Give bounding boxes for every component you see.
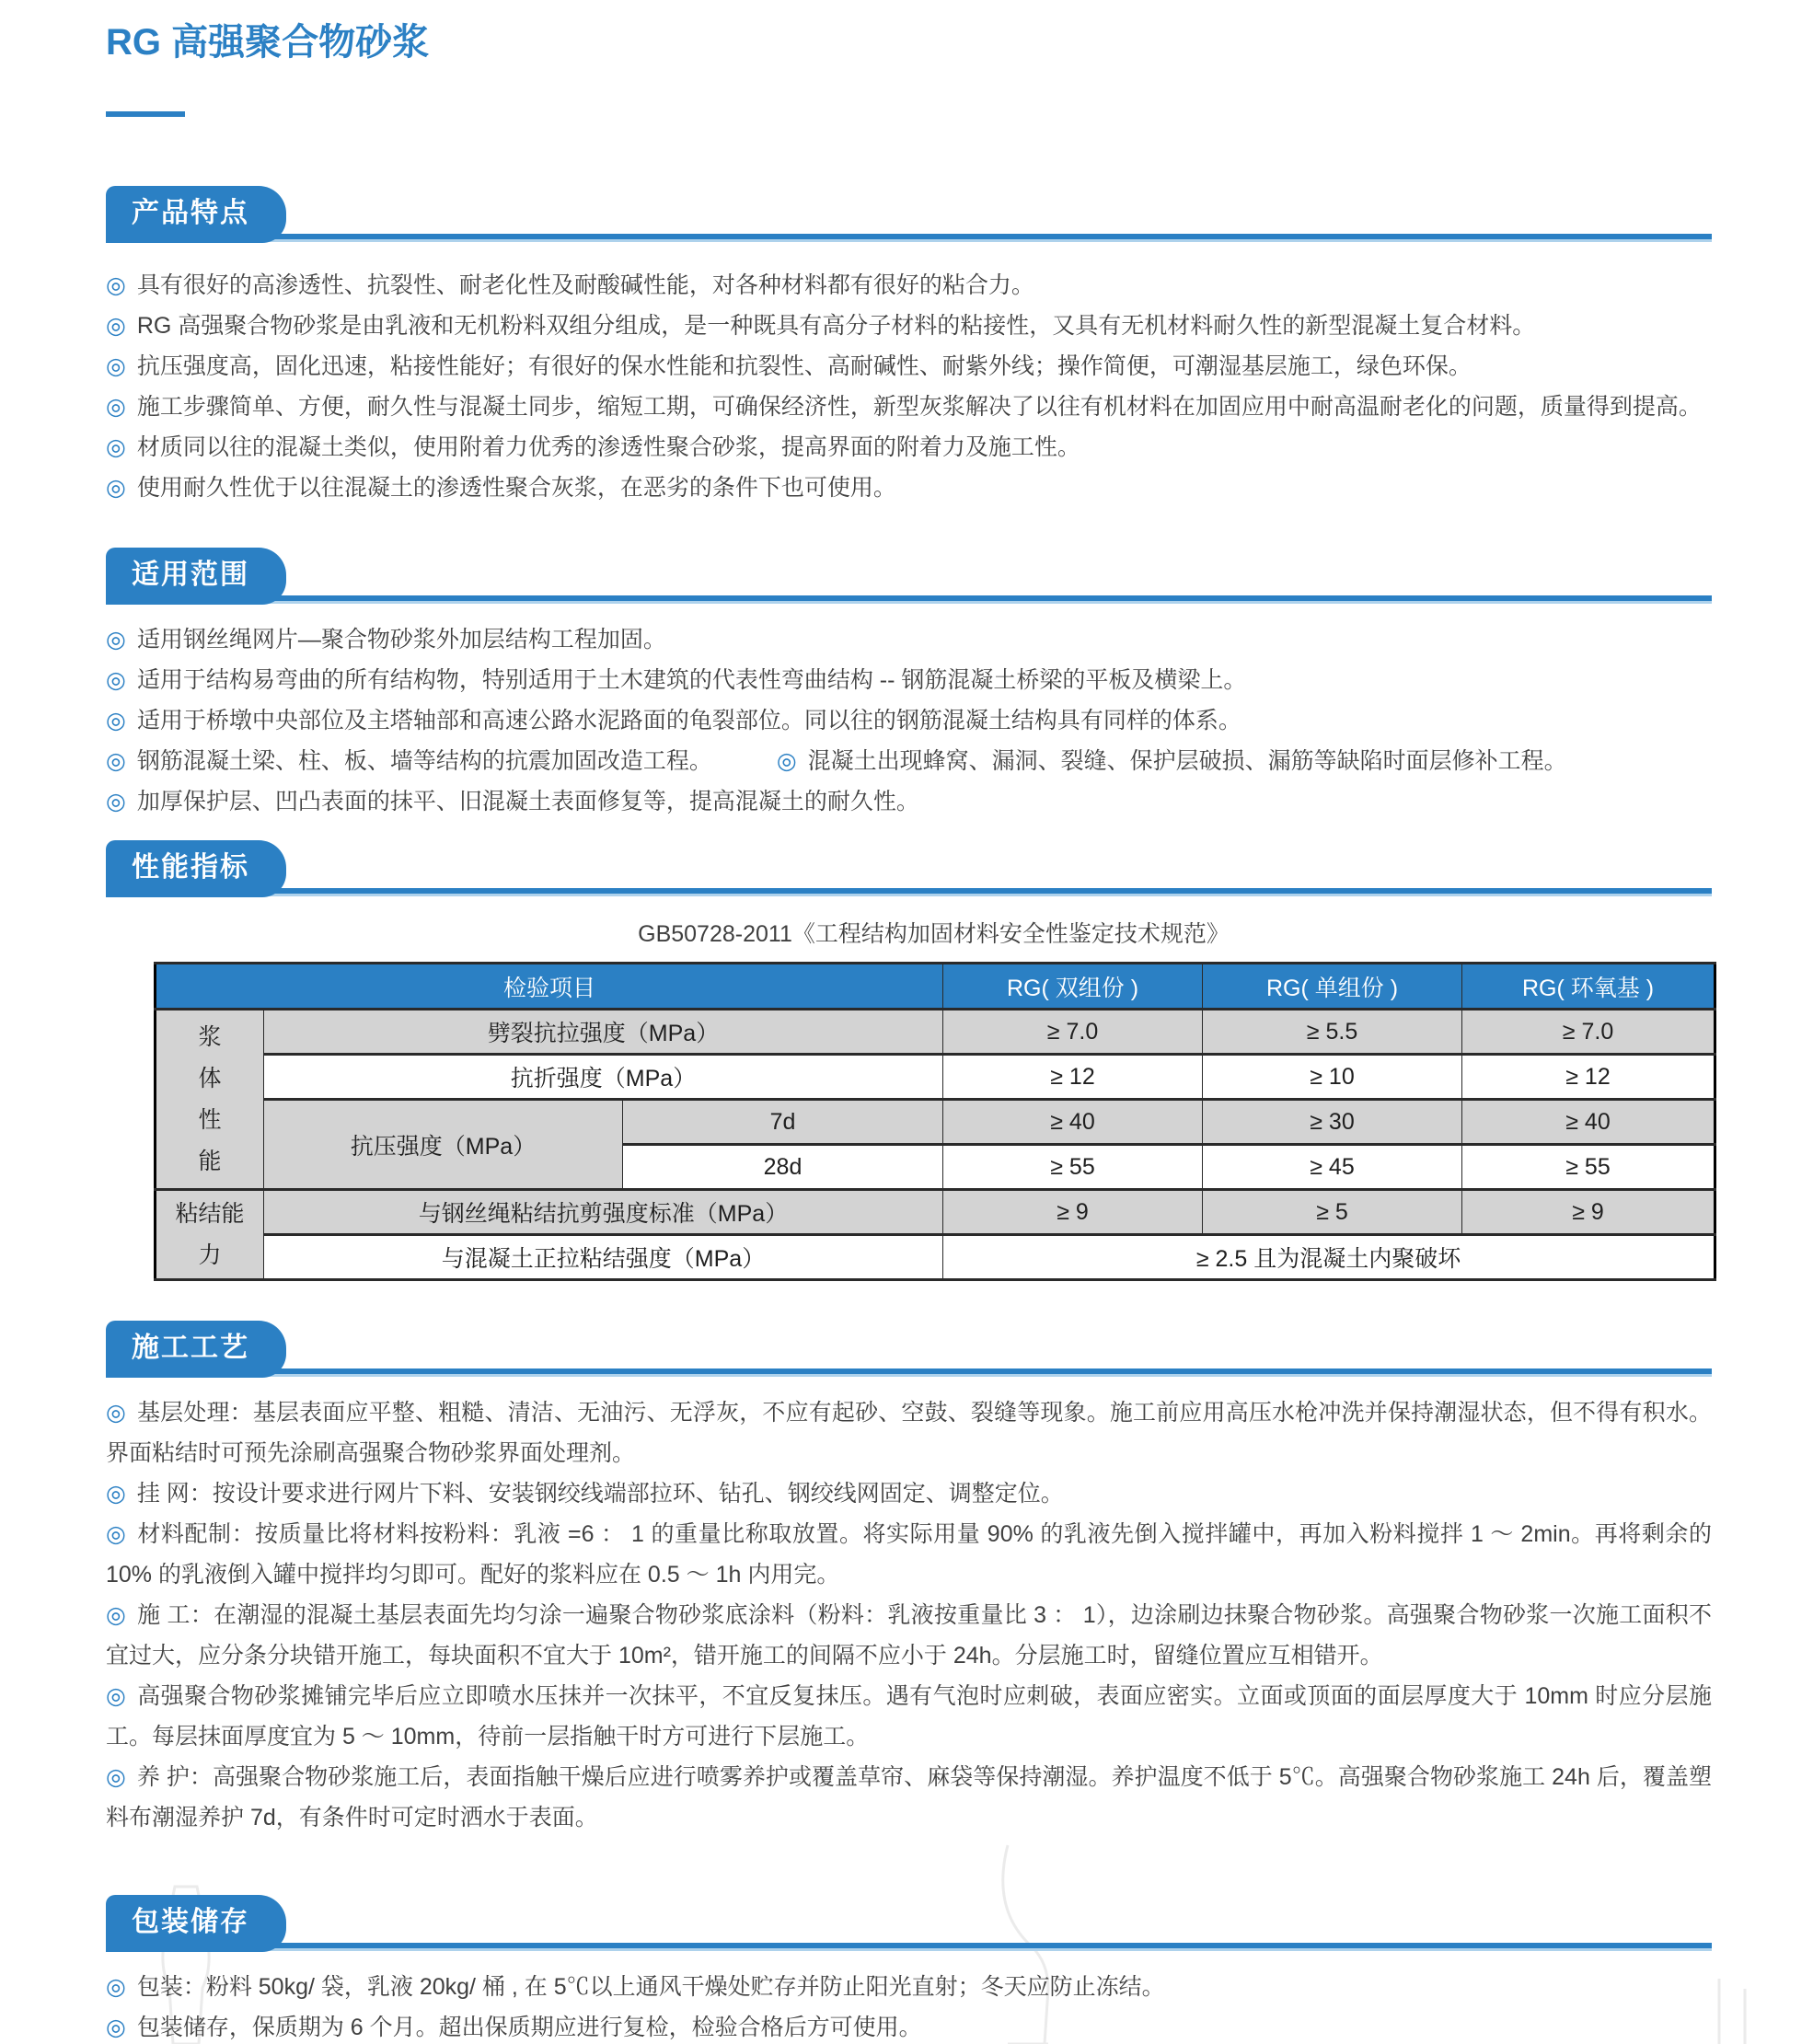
section-rule [106, 1943, 1712, 1948]
section-badge-performance: 性能指标 [106, 840, 286, 897]
bullet-icon: ◎ [106, 313, 126, 339]
bullet-icon: ◎ [106, 1521, 127, 1547]
bullet-text: 施工步骤简单、方便，耐久性与混凝土同步，缩短工期，可确保经济性，新型灰浆解决了以往有机材料在加固应用中耐高温耐老化的问题，质量得到提高。 [136, 394, 1702, 420]
bullet-item [106, 2007, 1712, 2044]
bullet-text: 高强聚合物砂浆摊铺完毕后应立即喷水压抹并一次抹平，不宜反复抹压。遇有气泡时应刺破，表面应密实。立面或顶面的面层厚度大于 10mm 时应分层施工。每层抹面厚度宜为 5 ～ 10mm，待前一层指触干时方可进行下层施工。 [106, 1683, 1712, 1750]
section-process-header [106, 1317, 1712, 1378]
table-cell: ≥ 7.0 [1462, 1010, 1715, 1055]
section-rule [106, 595, 1712, 601]
table-row [156, 1055, 1715, 1100]
section-badge-scope: 适用范围 [106, 548, 286, 605]
bullet-icon: ◎ [106, 434, 126, 460]
section-badge-process: 施工工艺 [106, 1321, 286, 1378]
table-cell: ≥ 12 [943, 1055, 1203, 1100]
bullet-icon: ◎ [106, 1400, 126, 1426]
bullet-icon: ◎ [106, 1764, 126, 1790]
table-header-row [156, 964, 1715, 1010]
table-cell: ≥ 12 [1462, 1055, 1715, 1100]
bullet-item [106, 781, 1712, 822]
bullet-icon: ◎ [106, 708, 126, 733]
bullet-item [106, 387, 1712, 427]
bullet-text: 包装：粉料 50kg/ 袋，乳液 20kg/ 桶 , 在 5℃以上通风干燥处贮存并防止阳光直射；冬天应防止冻结。 [136, 1974, 1165, 2000]
table-cell: ≥ 5 [1203, 1190, 1462, 1235]
table-cell: ≥ 9 [1462, 1190, 1715, 1235]
bullet-item [106, 1757, 1712, 1838]
bullet-text: 加厚保护层、凹凸表面的抹平、旧混凝土表面修复等，提高混凝土的耐久性。 [136, 789, 919, 814]
bullet-text: 适用于结构易弯曲的所有结构物，特别适用于土木建筑的代表性弯曲结构 -- 钢筋混凝土桥梁的平板及横梁上。 [136, 667, 1247, 693]
bullet-item [106, 1514, 1712, 1595]
section-rule [106, 888, 1712, 894]
section-performance-header [106, 837, 1712, 897]
column-header-rg1: RG( 单组份 ) [1203, 964, 1462, 1010]
section-rule [106, 234, 1712, 239]
table-caption: GB50728-2011《工程结构加固材料安全性鉴定技术规范》 [638, 921, 1230, 947]
row-label: 抗折强度（MPa） [264, 1055, 943, 1100]
group-label-bond: 粘结能力 [156, 1190, 264, 1280]
bullet-text: 基层处理：基层表面应平整、粗糙、清洁、无油污、无浮灰，不应有起砂、空鼓、裂缝等现象。施工前应用高压水枪冲洗并保持潮湿状态，但不得有积水。界面粘结时可预先涂刷高强聚合物砂浆界面处理剂。 [106, 1400, 1712, 1466]
sub-row-label: 7d [623, 1100, 943, 1145]
bullet-item [106, 468, 1712, 508]
bullet-text: 挂 网：按设计要求进行网片下料、安装钢绞线端部拉环、钻孔、钢绞线网固定、调整定位。 [136, 1481, 1064, 1507]
section-rule [106, 1368, 1712, 1374]
table-cell: ≥ 7.0 [943, 1010, 1203, 1055]
bullet-item [106, 619, 1712, 660]
bullet-text: 钢筋混凝土梁、柱、板、墙等结构的抗震加固改造工程。 [136, 748, 712, 774]
bullet-icon: ◎ [106, 667, 126, 693]
section-storage-header [106, 1891, 1712, 1952]
bullet-icon: ◎ [776, 748, 797, 774]
bullet-icon: ◎ [106, 748, 126, 774]
bullet-icon: ◎ [106, 1974, 126, 2000]
row-label: 劈裂抗拉强度（MPa） [264, 1010, 943, 1055]
bullet-item [106, 660, 1712, 700]
column-header-rg2: RG( 双组份 ) [943, 964, 1203, 1010]
row-label: 与混凝土正拉粘结强度（MPa） [264, 1235, 943, 1280]
table-cell: ≥ 55 [1462, 1145, 1715, 1190]
bullet-icon: ◎ [106, 627, 126, 652]
table-row [156, 1190, 1715, 1235]
section-scope-header [106, 544, 1712, 605]
bullet-item [106, 1676, 1712, 1757]
bullet-text: 使用耐久性优于以往混凝土的渗透性聚合灰浆，在恶劣的条件下也可使用。 [136, 475, 896, 501]
bullet-text: 施 工：在潮湿的混凝土基层表面先均匀涂一遍聚合物砂浆底涂料（粉料：乳液按重量比 3 ： 1），边涂刷边抹聚合物砂浆。高强聚合物砂浆一次施工面积不宜过大，应分条分块错开施工，每块面积不宜大于 10m²，错开施工的间隔不应小于 24h。分层施工时，留缝位置应互相错开。 [106, 1602, 1712, 1669]
bullet-item [106, 346, 1712, 387]
section-features-header [106, 182, 1712, 243]
bullet-text: 包装储存，保质期为 6 个月。超出保质期应进行复检，检验合格后方可使用。 [136, 2015, 922, 2040]
table-row [156, 1100, 1715, 1145]
bullet-icon: ◎ [106, 1481, 126, 1507]
bullet-icon: ◎ [106, 2015, 126, 2040]
bullet-item [106, 1595, 1712, 1676]
table-cell: ≥ 40 [1462, 1100, 1715, 1145]
column-header-epoxy: RG( 环氧基 ) [1462, 964, 1715, 1010]
bullet-text: 适用钢丝绳网片—聚合物砂浆外加层结构工程加固。 [136, 627, 666, 652]
bullet-icon: ◎ [106, 353, 126, 379]
bullet-item [106, 427, 1712, 468]
bullet-text: 具有很好的高渗透性、抗裂性、耐老化性及耐酸碱性能，对各种材料都有很好的粘合力。 [136, 272, 1034, 298]
bullet-item [106, 265, 1712, 306]
section-badge-features: 产品特点 [106, 186, 286, 243]
bullet-icon: ◎ [106, 475, 126, 501]
features-list [106, 265, 1712, 508]
table-cell: ≥ 9 [943, 1190, 1203, 1235]
bullet-text: 混凝土出现蜂窝、漏洞、裂缝、保护层破损、漏筋等缺陷时面层修补工程。 [807, 748, 1567, 774]
table-cell: ≥ 55 [943, 1145, 1203, 1190]
bullet-text: 适用于桥墩中央部位及主塔轴部和高速公路水泥路面的龟裂部位。同以往的钢筋混凝土结构具有同样的体系。 [136, 708, 1241, 733]
page-title: RG 高强聚合物砂浆 [106, 22, 430, 63]
bullet-item [106, 700, 1712, 741]
table-cell: ≥ 40 [943, 1100, 1203, 1145]
table-cell: ≥ 45 [1203, 1145, 1462, 1190]
bullet-item [106, 1392, 1712, 1473]
storage-list [106, 1967, 1712, 2044]
table-row [156, 1235, 1715, 1280]
bullet-item [106, 1473, 1712, 1514]
bullet-icon: ◎ [106, 272, 126, 298]
bullet-icon: ◎ [106, 394, 126, 420]
bullet-icon: ◎ [106, 1683, 127, 1709]
row-label: 与钢丝绳粘结抗剪强度标准（MPa） [264, 1190, 943, 1235]
bullet-icon: ◎ [106, 1602, 127, 1628]
bullet-item [106, 1967, 1712, 2007]
bullet-text: 材料配制：按质量比将材料按粉料：乳液 =6 ： 1 的重量比称取放置。将实际用量 90% 的乳液先倒入搅拌罐中，再加入粉料搅拌 1 ～ 2min。再将剩余的 10% 的乳液倒入罐中搅拌均匀即可。配好的浆料应在 0.5 ～ 1h 内用完。 [106, 1521, 1712, 1588]
title-underline [106, 111, 185, 117]
bullet-text: 材质同以往的混凝土类似，使用附着力优秀的渗透性聚合砂浆，提高界面的附着力及施工性。 [136, 434, 1080, 460]
column-header-item: 检验项目 [156, 964, 943, 1010]
table-cell: ≥ 10 [1203, 1055, 1462, 1100]
bullet-text: 养 护：高强聚合物砂浆施工后，表面指触干燥后应进行喷雾养护或覆盖草帘、麻袋等保持潮湿。养护温度不低于 5℃。高强聚合物砂浆施工 24h 后，覆盖塑料布潮湿养护 7d，有条件时可定时洒水于表面。 [106, 1764, 1712, 1830]
table-cell: ≥ 2.5 且为混凝土内聚破坏 [943, 1235, 1715, 1280]
bullet-text: RG 高强聚合物砂浆是由乳液和无机粉料双组分组成，是一种既具有高分子材料的粘接性，又具有无机材料耐久性的新型混凝土复合材料。 [136, 313, 1536, 339]
bullet-item [106, 306, 1712, 346]
scope-list [106, 619, 1712, 822]
table-cell: ≥ 30 [1203, 1100, 1462, 1145]
row-label-compressive: 抗压强度（MPa） [264, 1100, 623, 1190]
performance-table [154, 962, 1716, 1281]
table-row [156, 1010, 1715, 1055]
process-list [106, 1392, 1712, 1838]
sub-row-label: 28d [623, 1145, 943, 1190]
bullet-text: 抗压强度高，固化迅速，粘接性能好；有很好的保水性能和抗裂性、高耐碱性、耐紫外线；操作简便，可潮湿基层施工，绿色环保。 [136, 353, 1472, 379]
section-badge-storage: 包装储存 [106, 1895, 286, 1952]
group-label-paste: 浆体性能 [156, 1010, 264, 1190]
bullet-item-dual [106, 741, 1712, 781]
bullet-icon: ◎ [106, 789, 126, 814]
table-cell: ≥ 5.5 [1203, 1010, 1462, 1055]
